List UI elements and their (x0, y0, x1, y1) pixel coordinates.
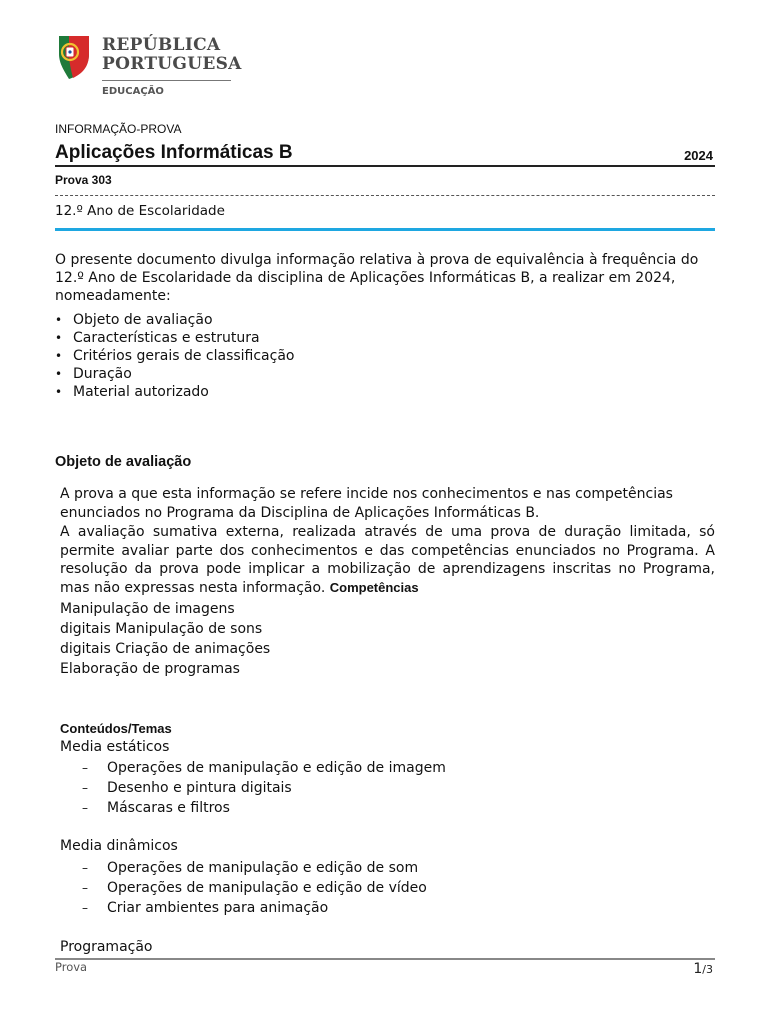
school-year: 12.º Ano de Escolaridade (55, 203, 225, 219)
list-item: – Máscaras e filtros (82, 798, 446, 818)
list-item: • Características e estrutura (55, 329, 294, 347)
competencias-text: Manipulação de imagens digitais Manipulação de sons digitais Criação de animações Elaboração de programas (60, 601, 271, 677)
document-kicker: INFORMAÇÃO-PROVA (55, 122, 182, 136)
media-estaticos-list (82, 758, 446, 818)
group-title-media-dinamicos: Media dinâmicos (60, 838, 178, 854)
list-item: • Objeto de avaliação (55, 311, 294, 329)
list-item: – Criar ambientes para animação (82, 898, 427, 918)
logo-subtitle: EDUCAÇÃO (102, 86, 164, 97)
total-pages: /3 (702, 963, 713, 976)
group-title-programacao: Programação (60, 939, 153, 955)
logo-line2: PORTUGUESA (102, 54, 242, 74)
exam-number: Prova 303 (55, 173, 112, 187)
objeto-paragraph-2-text: A avaliação sumativa externa, realizada através de uma prova de duração limitada, só permite avaliar parte dos conhecimentos e das competências enunciados no Programa. A resolução da prova pode implicar a mobilização de aprendizagens inscritas no Programa, mas não expressas nesta informação. (60, 524, 715, 596)
footer-exam-label: Prova (55, 961, 88, 974)
logo-wordmark (102, 36, 242, 74)
list-item: – Desenho e pintura digitais (82, 778, 446, 798)
media-dinamicos-list (82, 858, 427, 918)
list-item: – Operações de manipulação e edição de imagem (82, 758, 446, 778)
page-number (693, 961, 713, 977)
accent-rule (55, 228, 715, 231)
list-item: • Material autorizado (55, 383, 294, 401)
list-item: • Critérios gerais de classificação (55, 347, 294, 365)
group-title-media-estaticos: Media estáticos (60, 739, 170, 755)
list-item: • Duração (55, 365, 294, 383)
objeto-paragraph-1: A prova a que esta informação se refere incide nos conhecimentos e nas competências enunciados no Programa da Disciplina de Aplicações Informáticas B. (60, 486, 673, 521)
list-item: – Operações de manipulação e edição de vídeo (82, 878, 427, 898)
section-heading-objeto: Objeto de avaliação (55, 454, 192, 470)
dashed-divider (55, 195, 715, 196)
objeto-paragraph-2 (60, 523, 715, 597)
intro-topic-list (55, 311, 294, 401)
conteudos-heading: Conteúdos/Temas (60, 721, 172, 736)
document-title: Aplicações Informáticas B (55, 142, 293, 163)
current-page: 1 (693, 961, 703, 977)
list-item: – Operações de manipulação e edição de som (82, 858, 427, 878)
intro-paragraph: O presente documento divulga informação relativa à prova de equivalência à frequência do 12.º Ano de Escolaridade da disciplina de Aplicações Informáticas B, a realizar em 2024, nomeadamente: (55, 252, 699, 304)
footer-rule (55, 958, 715, 960)
competencias-heading: Competências (329, 579, 419, 595)
logo-line1: REPÚBLICA (102, 35, 221, 55)
logo-divider (102, 80, 231, 81)
republica-portuguesa-emblem (55, 34, 91, 80)
document-year: 2024 (684, 148, 713, 163)
title-rule (55, 165, 715, 167)
